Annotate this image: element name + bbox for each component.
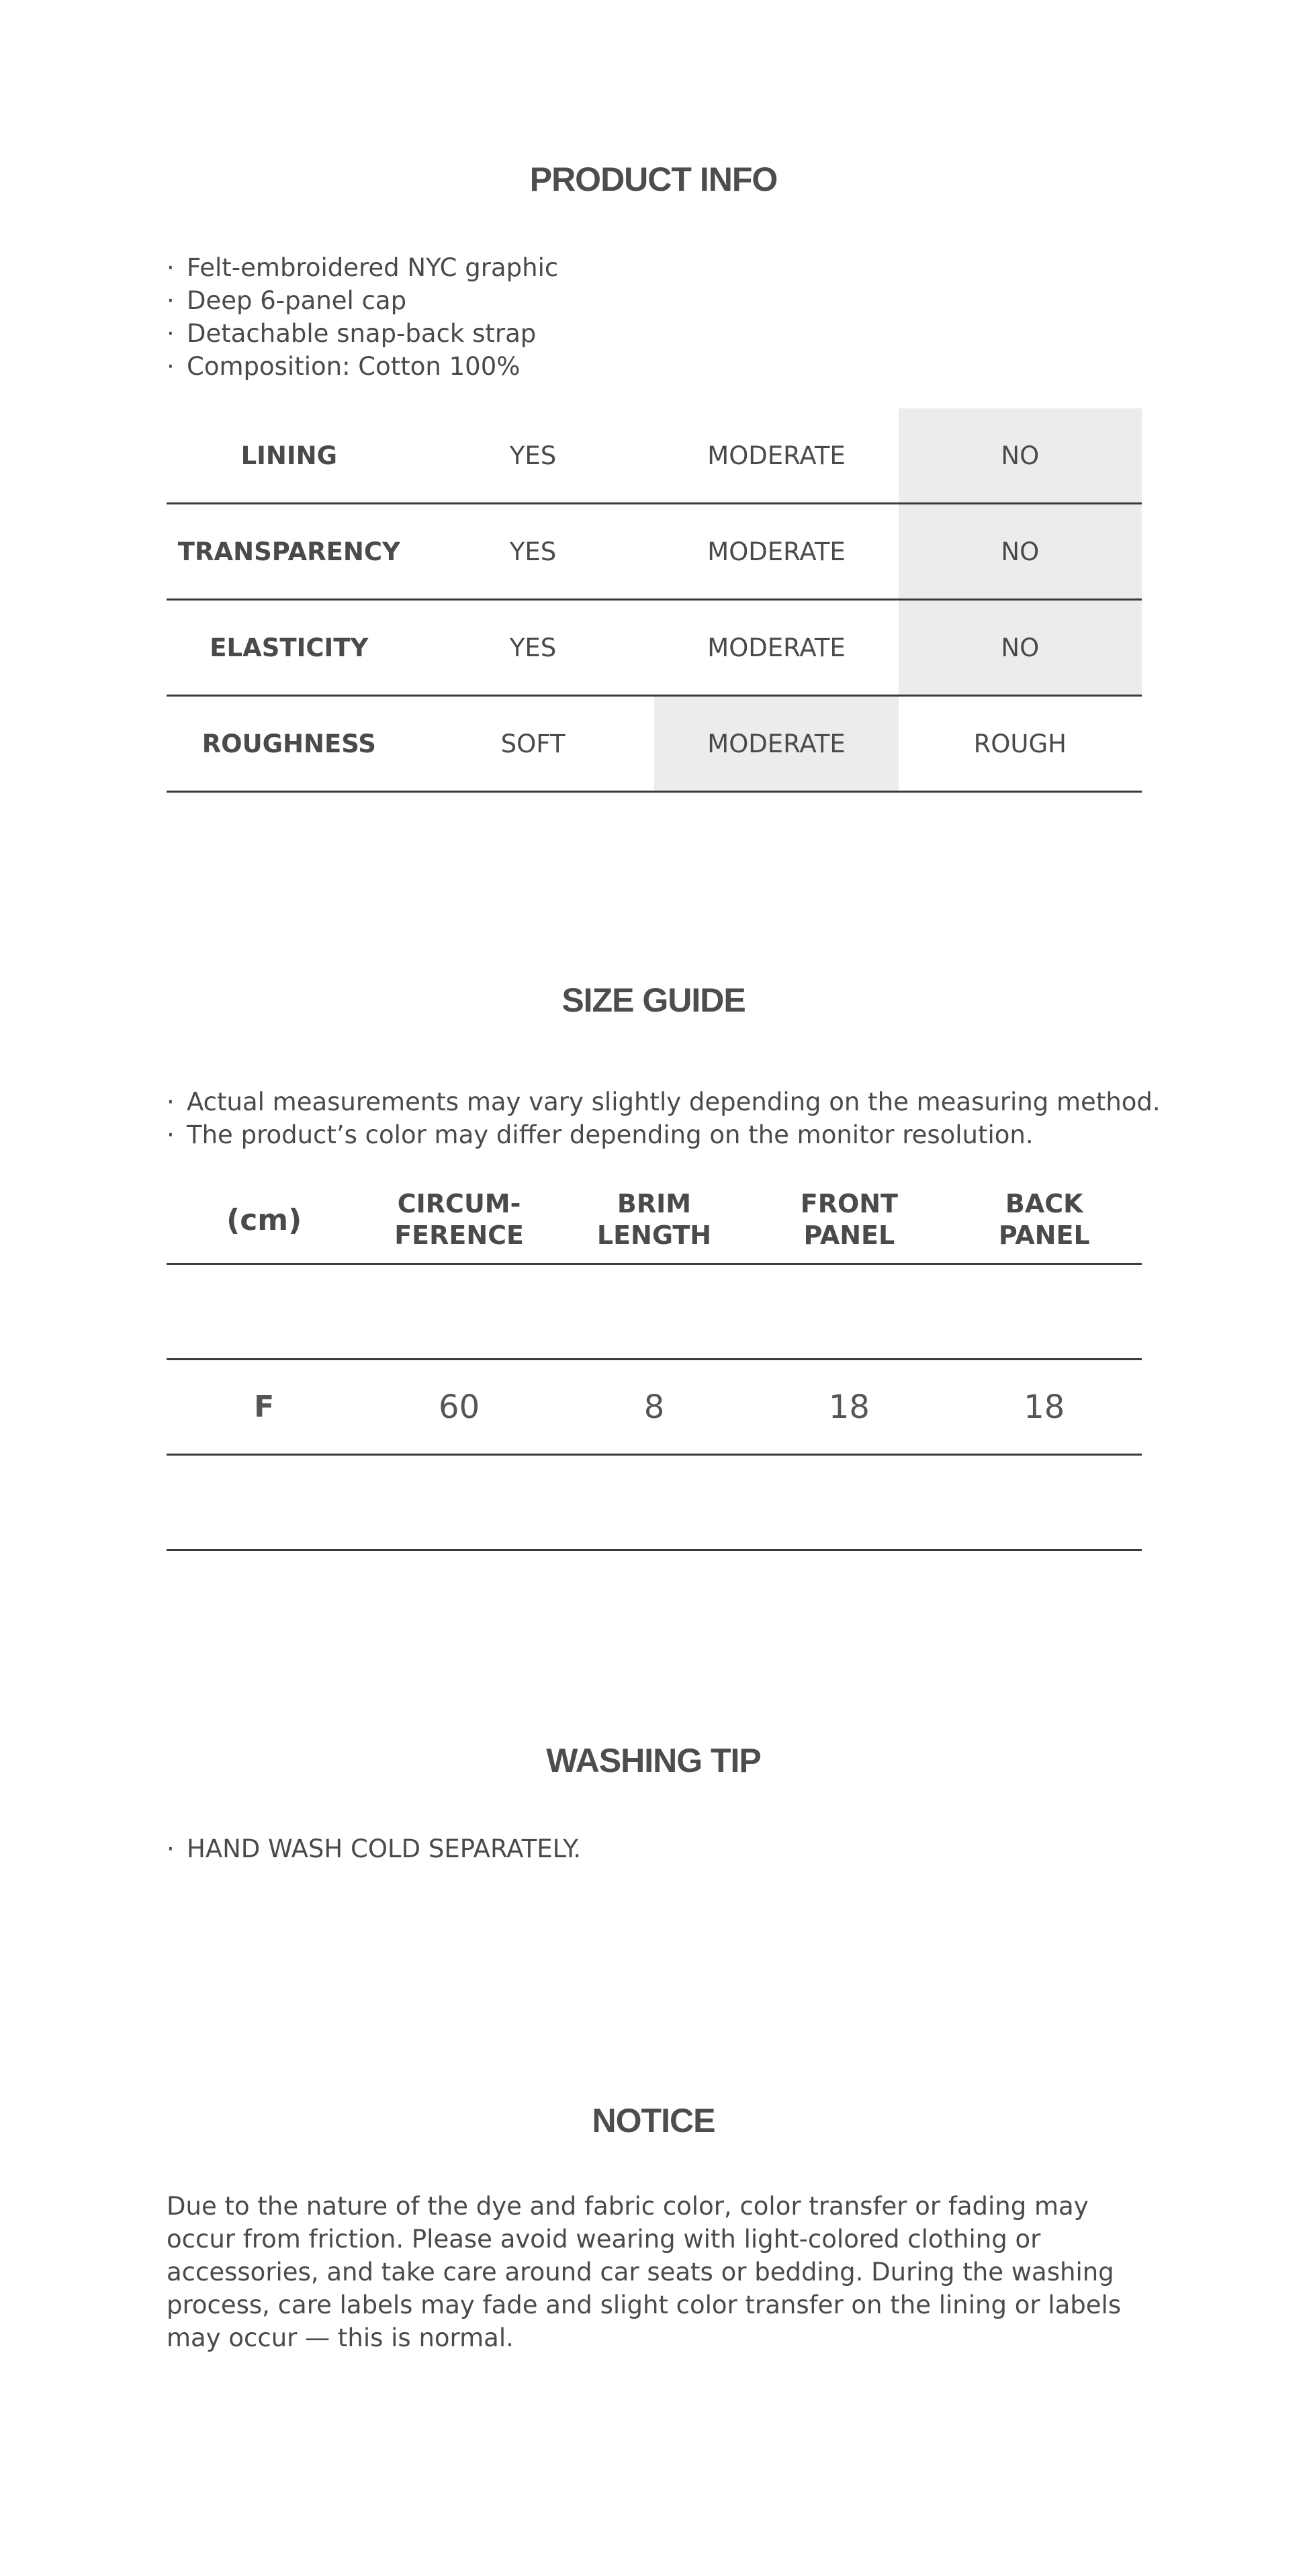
attribute-label: TRANSPARENCY: [167, 504, 412, 600]
washing-tip-bullets: [167, 1832, 581, 1865]
size-cell: 8: [557, 1360, 752, 1455]
attribute-label: ELASTICITY: [167, 600, 412, 696]
attribute-row: [167, 696, 1142, 792]
size-cell: [361, 1264, 556, 1360]
size-row-label: [167, 1264, 361, 1360]
attribute-option: YES: [412, 504, 655, 600]
product-info-title: PRODUCT INFO: [529, 161, 778, 198]
size-cell: [557, 1455, 752, 1550]
size-cell: 18: [947, 1360, 1142, 1455]
size-cell: [752, 1455, 946, 1550]
attribute-row: [167, 504, 1142, 600]
size-guide-title: SIZE GUIDE: [561, 981, 746, 1019]
washing-tip-title: WASHING TIP: [546, 1742, 761, 1779]
list-item: · Detachable snap-back strap: [167, 319, 537, 348]
attribute-row: [167, 408, 1142, 504]
size-column-header: CIRCUM- FERENCE: [361, 1177, 556, 1264]
size-cell: 60: [361, 1360, 556, 1455]
list-item: · Felt-embroidered NYC graphic: [167, 253, 559, 282]
size-column-header: BACK PANEL: [947, 1177, 1142, 1264]
notice-title: NOTICE: [592, 2102, 715, 2139]
size-column-header: BRIM LENGTH: [557, 1177, 752, 1264]
size-cell: 18: [752, 1360, 946, 1455]
product-info-bullets: [167, 251, 558, 383]
size-row-label: [167, 1455, 361, 1550]
list-item: · Actual measurements may vary slightly depending on the measuring method.: [167, 1087, 1161, 1116]
attribute-option-selected: NO: [899, 408, 1142, 504]
size-table: [167, 1177, 1142, 1551]
table-row: [167, 1455, 1142, 1550]
size-cell: [752, 1264, 946, 1360]
attribute-label: LINING: [167, 408, 412, 504]
list-item: · The product’s color may differ depending on the monitor resolution.: [167, 1120, 1034, 1149]
size-cell: [361, 1455, 556, 1550]
size-cell: [947, 1264, 1142, 1360]
list-item: · Composition: Cotton 100%: [167, 352, 521, 381]
size-cell: [947, 1455, 1142, 1550]
table-row: [167, 1264, 1142, 1360]
attribute-option-selected: NO: [899, 504, 1142, 600]
attribute-label: ROUGHNESS: [167, 696, 412, 792]
size-guide-bullets: [167, 1085, 1161, 1151]
attribute-option: MODERATE: [654, 504, 898, 600]
size-row-label: F: [167, 1360, 361, 1455]
size-column-header: (cm): [167, 1177, 361, 1264]
attribute-option: SOFT: [412, 696, 655, 792]
attribute-option: YES: [412, 600, 655, 696]
attribute-option: MODERATE: [654, 600, 898, 696]
table-row: [167, 1360, 1142, 1455]
size-column-header: FRONT PANEL: [752, 1177, 946, 1264]
attribute-row: [167, 600, 1142, 696]
attribute-option-selected: MODERATE: [654, 696, 898, 792]
attribute-option-selected: NO: [899, 600, 1142, 696]
notice-text: Due to the nature of the dye and fabric color, color transfer or fading may occur from friction. Please avoid wearing with light-colored clothing or accessories, and take care around car seats or bedding. During the washing process, care labels may fade and slight color transfer on the lining or labels may occur — this is normal.: [167, 2192, 1122, 2352]
attribute-option: ROUGH: [899, 696, 1142, 792]
list-item: · Deep 6-panel cap: [167, 286, 407, 315]
fabric-attributes-table: [167, 408, 1142, 793]
list-item: · HAND WASH COLD SEPARATELY.: [167, 1834, 582, 1863]
attribute-option: MODERATE: [654, 408, 898, 504]
size-cell: [557, 1264, 752, 1360]
attribute-option: YES: [412, 408, 655, 504]
